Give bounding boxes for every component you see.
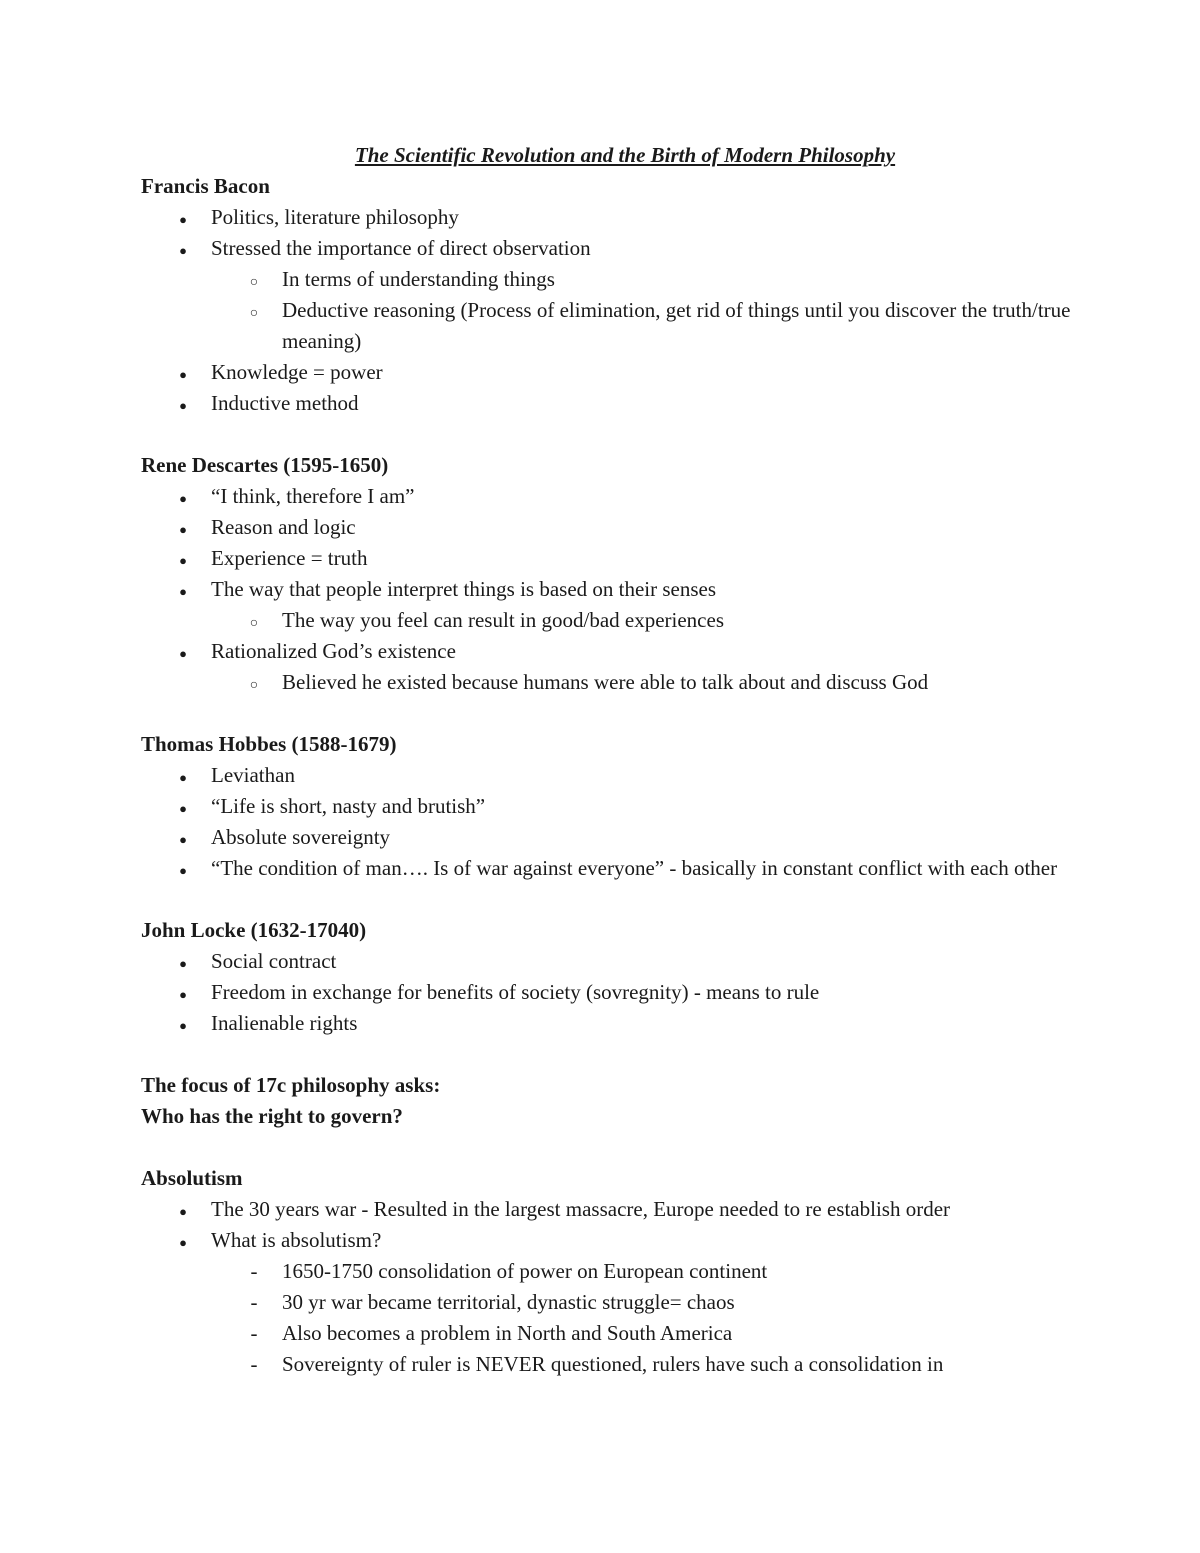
dash-icon — [244, 1318, 264, 1349]
list-item: ● Absolute sovereignty — [141, 822, 1101, 853]
bullet-dot-icon — [173, 512, 193, 545]
sub-list-item: ○ Believed he existed because humans were able to talk about and discuss God — [141, 667, 1101, 698]
bullet-list — [141, 481, 1101, 698]
list-item: ● “I think, therefore I am” — [141, 481, 1101, 512]
list-item: ● Reason and logic — [141, 512, 1101, 543]
bullet-dot-icon — [173, 481, 193, 514]
bullet-dot-icon — [173, 202, 193, 235]
bullet-dot-icon — [173, 977, 193, 1010]
bullet-dot-icon — [173, 760, 193, 793]
bullet-dot-icon — [173, 946, 193, 979]
bullet-dot-icon — [173, 1008, 193, 1041]
bullet-dot-icon — [173, 233, 193, 266]
section-heading: Thomas Hobbes (1588-1679) — [141, 732, 397, 756]
list-item: ● The 30 years war - Resulted in the largest massacre, Europe needed to re establish order — [141, 1194, 1101, 1225]
section-heading: Absolutism — [141, 1166, 243, 1190]
dash-list-item: - Sovereignty of ruler is NEVER questioned, rulers have such a consolidation in — [141, 1349, 1101, 1380]
spacer — [141, 419, 1101, 450]
spacer — [141, 698, 1101, 729]
list-item: ● Social contract — [141, 946, 1101, 977]
focus-line-1: The focus of 17c philosophy asks: — [141, 1073, 441, 1097]
page-title: The Scientific Revolution and the Birth of Modern Philosophy — [354, 143, 896, 167]
dash-list-item: - 1650-1750 consolidation of power on European continent — [141, 1256, 1101, 1287]
bullet-dot-icon — [173, 574, 193, 607]
list-item: ● Rationalized God’s existence — [141, 636, 1101, 667]
section-thomas-hobbes — [141, 729, 1101, 884]
list-item: ● Leviathan — [141, 760, 1101, 791]
bullet-list — [141, 760, 1101, 884]
document-body — [141, 140, 1101, 1380]
list-item: ● Stressed the importance of direct observation — [141, 233, 1101, 264]
list-item: ● What is absolutism? — [141, 1225, 1101, 1256]
bullet-dot-icon — [173, 543, 193, 576]
list-item: ● The way that people interpret things is based on their senses — [141, 574, 1101, 605]
bullet-list — [141, 202, 1101, 419]
list-item: ● Inductive method — [141, 388, 1101, 419]
list-item: ● Knowledge = power — [141, 357, 1101, 388]
bullet-dot-icon — [173, 853, 193, 886]
bullet-dot-icon — [173, 388, 193, 421]
bullet-dot-icon — [173, 1194, 193, 1227]
list-item: ● “Life is short, nasty and brutish” — [141, 791, 1101, 822]
focus-question — [141, 1070, 1101, 1132]
spacer — [141, 1039, 1101, 1070]
sub-list-item: ○ In terms of understanding things — [141, 264, 1101, 295]
section-absolutism — [141, 1163, 1101, 1380]
list-item: ● Inalienable rights — [141, 1008, 1101, 1039]
dash-list-item: - 30 yr war became territorial, dynastic struggle= chaos — [141, 1287, 1101, 1318]
bullet-list — [141, 946, 1101, 1039]
section-francis-bacon — [141, 171, 1101, 419]
spacer — [141, 884, 1101, 915]
sub-list-item: ○ Deductive reasoning (Process of elimination, get rid of things until you discover the truth/true meaning) — [141, 295, 1101, 357]
section-rene-descartes — [141, 450, 1101, 698]
bullet-dot-icon — [173, 636, 193, 669]
dash-icon — [244, 1287, 264, 1318]
list-item: ● “The condition of man…. Is of war against everyone” - basically in constant conflict with each other — [141, 853, 1101, 884]
section-heading: John Locke (1632-17040) — [141, 918, 367, 942]
section-heading: Rene Descartes (1595-1650) — [141, 453, 389, 477]
bullet-circle-icon — [244, 264, 264, 298]
bullet-list — [141, 1194, 1101, 1380]
bullet-circle-icon — [244, 667, 264, 701]
spacer — [141, 1132, 1101, 1163]
dash-icon — [244, 1349, 264, 1380]
section-heading: Francis Bacon — [141, 174, 270, 198]
bullet-dot-icon — [173, 357, 193, 390]
bullet-circle-icon — [244, 605, 264, 639]
dash-list-item: - Also becomes a problem in North and South America — [141, 1318, 1101, 1349]
section-john-locke — [141, 915, 1101, 1039]
bullet-circle-icon — [244, 295, 264, 329]
dash-icon — [244, 1256, 264, 1287]
list-item: ● Experience = truth — [141, 543, 1101, 574]
list-item: ● Politics, literature philosophy — [141, 202, 1101, 233]
bullet-dot-icon — [173, 1225, 193, 1258]
focus-line-2: Who has the right to govern? — [141, 1104, 403, 1128]
bullet-dot-icon — [173, 791, 193, 824]
list-item: ● Freedom in exchange for benefits of society (sovregnity) - means to rule — [141, 977, 1101, 1008]
bullet-dot-icon — [173, 822, 193, 855]
sub-list-item: ○ The way you feel can result in good/bad experiences — [141, 605, 1101, 636]
